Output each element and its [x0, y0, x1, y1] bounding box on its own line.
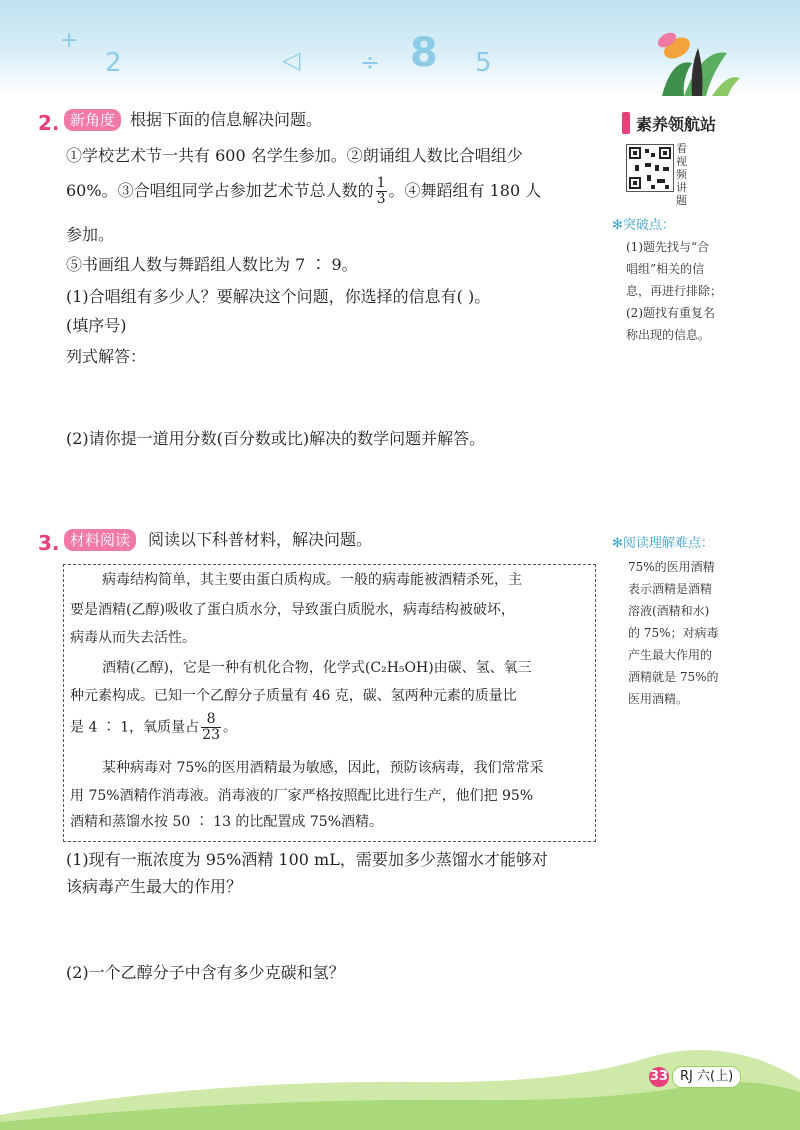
- note-line: (1)题先找与“合: [626, 240, 710, 254]
- material-line: [70, 712, 237, 743]
- sub-question: 该病毒产生最大的作用？: [66, 877, 243, 896]
- material-line: 用 75%酒精作消毒液。消毒液的厂家严格按照配比进行生产，他们把 95%: [70, 788, 534, 804]
- material-line: 酒精和蒸馏水按 50 ∶ 13 的比配置成 75%酒精。: [70, 814, 383, 830]
- note-line: 75%的医用酒精: [628, 560, 715, 574]
- material-line: 要是酒精(乙醇)吸收了蛋白质水分，导致蛋白质脱水，病毒结构被破坏，: [70, 602, 515, 618]
- sub-question: (2)一个乙醇分子中含有多少克碳和氢？: [66, 963, 345, 982]
- fraction-numerator: 8: [201, 712, 221, 728]
- triangle-decoration: ◁: [282, 46, 301, 74]
- question-number: 2.: [38, 111, 60, 135]
- plant-illustration: [632, 18, 742, 98]
- question-intro: 阅读以下科普材料，解决问题。: [148, 530, 373, 549]
- note-line: 酒精就是 75%的: [628, 670, 719, 684]
- breakthrough-notes: [626, 236, 722, 346]
- sidebar-title: [622, 110, 750, 136]
- note-line: 产生最大作用的: [628, 648, 713, 662]
- note-line: 表示酒精是酒精: [628, 582, 713, 596]
- fraction: [201, 712, 221, 743]
- digit-decoration: 2: [105, 48, 122, 78]
- question-number: 3.: [38, 531, 60, 555]
- fraction-numerator: 1: [376, 175, 386, 191]
- info-line: [66, 176, 541, 207]
- note-line: 称出现的信息。: [626, 328, 711, 342]
- note-line: 的 75%；对病毒: [628, 626, 719, 640]
- material-line: 种元素构成。已知一个乙醇分子质量有 46 克，碳、氢两种元素的质量比: [70, 688, 517, 704]
- new-angle-tag: 新角度: [64, 109, 121, 131]
- title-bar-decoration: [622, 112, 630, 134]
- fraction-denominator: 3: [376, 191, 386, 207]
- info-text: 60%。③合唱组同学占参加艺术节总人数的: [66, 181, 374, 200]
- sidebar-title-text: 素养领航站: [636, 115, 717, 134]
- sub-question: (2)请你提一道用分数(百分数或比)解决的数学问题并解答。: [66, 429, 486, 448]
- info-line: 参加。: [66, 225, 115, 244]
- qr-label: 看视频讲题: [676, 142, 687, 207]
- question-intro: 根据下面的信息解决问题。: [130, 110, 323, 129]
- info-text: 。④舞蹈组有 180 人: [388, 181, 542, 200]
- note-line: (2)题找有重复名: [626, 306, 715, 320]
- note-line: 息，再进行排除；: [626, 284, 723, 298]
- top-banner: [0, 0, 800, 95]
- material-text: 是 4 ∶ 1，氧质量占: [70, 719, 200, 736]
- info-line: ①学校艺术节一共有 600 名学生参加。②朗诵组人数比合唱组少: [66, 146, 523, 165]
- reading-difficulty-heading: ✻阅读理解难点：: [612, 536, 714, 551]
- breakthrough-heading: ✻突破点：: [612, 218, 675, 233]
- material-line: 病毒从而失去活性。: [70, 630, 196, 646]
- note-line: 医用酒精。: [628, 692, 689, 706]
- fraction-denominator: 23: [202, 727, 220, 743]
- digit-decoration: 8: [410, 30, 438, 76]
- material-line: 酒精(乙醇)，它是一种有机化合物，化学式(C₂H₅OH)由碳、氢、氧三: [102, 660, 532, 676]
- digit-decoration: 5: [475, 48, 492, 78]
- sub-question: (1)合唱组有多少人？要解决这个问题，你选择的信息有( )。: [66, 287, 491, 306]
- qr-code[interactable]: [626, 144, 674, 192]
- fraction: [376, 176, 387, 207]
- material-text: 。: [223, 719, 237, 736]
- divide-symbol-decoration: ÷: [360, 48, 381, 76]
- sub-question-note: (填序号): [66, 316, 127, 335]
- plus-symbol-decoration: +: [60, 28, 79, 53]
- reading-difficulty-notes: [628, 556, 719, 710]
- info-line: ⑤书画组人数与舞蹈组人数比为 7 ∶ 9。: [66, 255, 358, 274]
- edition-label: RJ 六(上): [672, 1066, 741, 1088]
- material-line: 某种病毒对 75%的医用酒精最为敏感，因此，预防该病毒，我们常常采: [102, 760, 544, 776]
- note-line: 唱组”相关的信: [626, 262, 705, 276]
- sub-question: (1)现有一瓶浓度为 95%酒精 100 mL，需要加多少蒸馏水才能够对: [66, 850, 548, 869]
- material-line: 病毒结构简单，其主要由蛋白质构成。一般的病毒能被酒精杀死，主: [102, 572, 522, 588]
- material-reading-tag: 材料阅读: [64, 529, 136, 551]
- page-number: 33: [649, 1067, 669, 1087]
- note-line: 溶液(酒精和水): [628, 604, 710, 618]
- answer-prompt: 列式解答：: [66, 347, 147, 366]
